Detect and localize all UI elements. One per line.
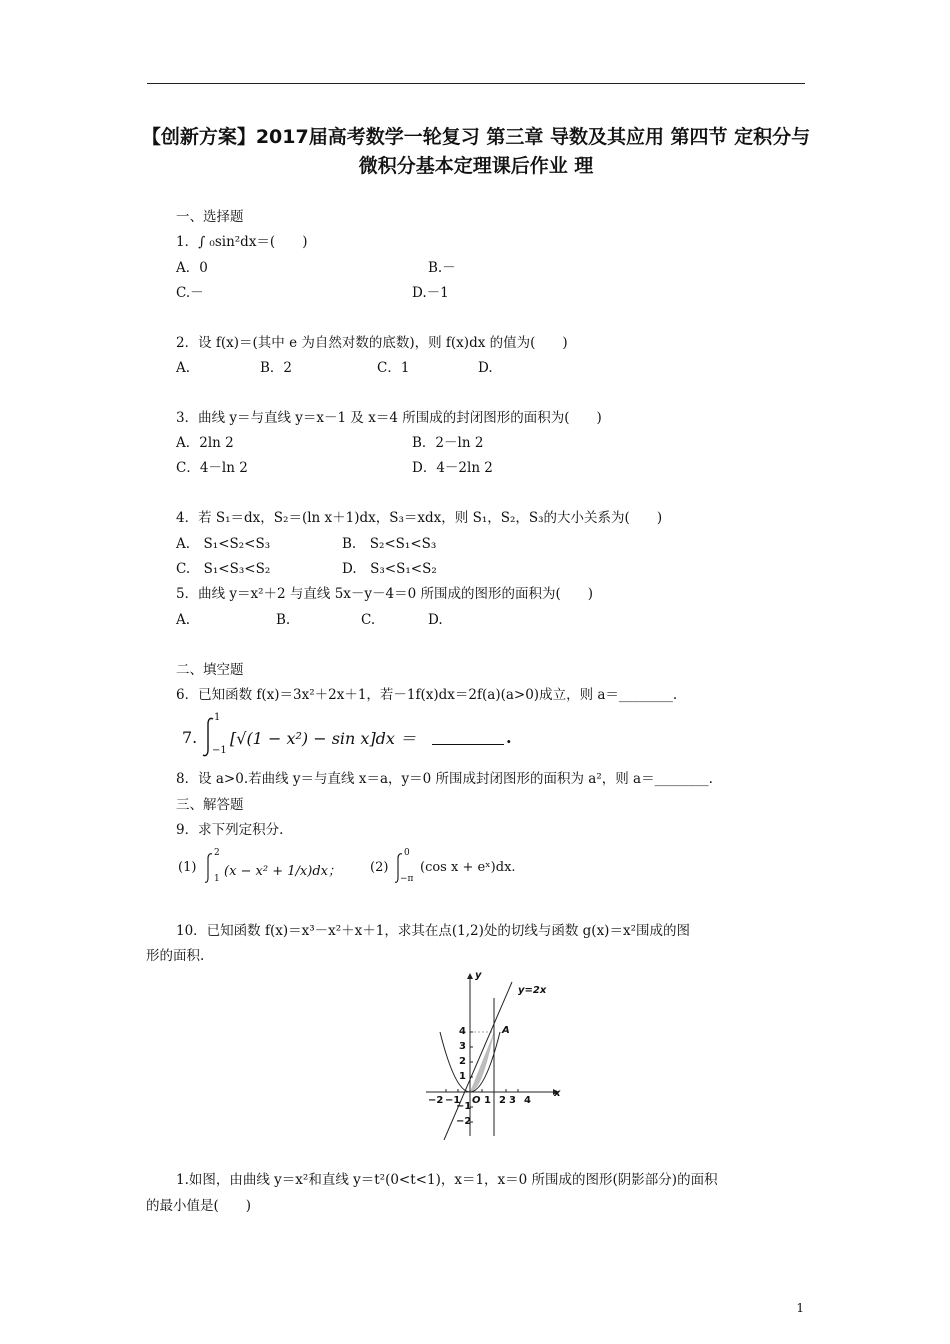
q4-option-c: C. S₁<S₃<S₂ [176,561,271,577]
document-title: 【创新方案】2017届高考数学一轮复习 第三章 导数及其应用 第四节 定积分与微积分基本定理课后作业 理 [141,126,811,177]
q9-part2-label: (2) [370,860,389,875]
q2-option-a: A. [176,360,191,376]
q9-part2-upper: 0 [404,848,410,858]
section-heading-choice: 一、选择题 [176,209,244,225]
y-tick-label: 4 [459,1026,466,1037]
x-tick-label: 1 [484,1095,491,1106]
q1-option-d: D.－1 [412,285,449,301]
q7-upper-limit: 1 [214,712,221,723]
x-axis-label: x [554,1088,561,1099]
q1-option-b: B.－ [428,260,456,276]
q7-lower-limit: −1 [212,745,227,756]
q9-part1-integrand: (x − x² + 1/x)dx； [224,864,341,879]
q7-period: . [506,728,512,747]
q9-part2-integrand: (cos x + eˣ)dx. [420,860,516,875]
y-tick-label: −2 [456,1116,472,1127]
q4-option-b: B. S₂<S₁<S₃ [342,536,437,552]
q7-integrand: [√(1 − x²) − sin x]dx ＝ [230,729,417,748]
figure-labels [418,968,568,1140]
question-11-line1: 1.如图，由曲线 y＝x²和直线 y＝t²(0<t<1)，x＝1，x＝0 所围成的图形(阴影部分)的面积 [176,1172,718,1188]
header-rule [147,83,805,84]
question-10-line2: 形的面积. [146,948,205,964]
q7-number: 7. [182,728,198,747]
q4-option-d: D. S₃<S₁<S₂ [342,561,437,577]
q9-part2-lower: −π [400,874,414,884]
y-axis-label: y [475,970,482,981]
question-9-stem: 9．求下列定积分. [176,822,284,838]
q5-option-c: C. [361,612,376,628]
question-10-line1: 10．已知函数 f(x)＝x³－x²＋x＋1，求其在点(1,2)处的切线与函数 g(x)＝x²围成的图 [176,923,690,939]
q7-answer-blank [432,744,504,745]
q3-option-b: B．2－ln 2 [412,435,484,451]
question-8-stem: 8．设 a>0.若曲线 y＝与直线 x＝a，y＝0 所围成封闭图形的面积为 a²，则 a＝________. [176,771,713,787]
q1-option-a: A．0 [176,260,208,276]
y-tick-label: 3 [459,1041,466,1052]
question-6-stem: 6．已知函数 f(x)＝3x²＋2x＋1，若－1f(x)dx＝2f(a)(a>0)成立，则 a＝________. [176,687,678,703]
q3-option-a: A．2ln 2 [176,435,234,451]
origin-label: O [472,1095,481,1106]
question-11-line2: 的最小值是( ) [146,1198,252,1214]
q5-option-d: D. [428,612,443,628]
q2-option-d: D. [478,360,493,376]
y-tick-label: −1 [456,1101,472,1112]
q1-option-c: C.－ [176,285,204,301]
y-tick-label: 2 [459,1056,466,1067]
y-tick-label: 1 [459,1071,466,1082]
q9-part1-label: (1) [178,860,197,875]
line-label: y=2x [518,985,547,996]
section-heading-answer: 三、解答题 [176,797,244,813]
page-number: 1 [796,1301,804,1315]
question-3-stem: 3．曲线 y＝与直线 y＝x－1 及 x＝4 所围成的封闭图形的面积为( ) [176,410,602,426]
x-tick-label: 4 [524,1095,531,1106]
question-2-stem: 2．设 f(x)＝(其中 e 为自然对数的底数)，则 f(x)dx 的值为( ) [176,335,568,351]
q9-part1-lower: 1 [214,874,220,884]
point-a-label: A [502,1025,510,1036]
q5-option-b: B. [276,612,291,628]
question-4-stem: 4．若 S₁＝dx，S₂＝(ln x＋1)dx，S₃＝xdx，则 S₁，S₂，S₃的大小关系为( ) [176,510,663,526]
q9-part1-upper: 2 [214,848,220,858]
q3-option-d: D．4－2ln 2 [412,460,493,476]
question-1-stem: 1．∫ ₀sin²dx＝( ) [176,234,308,250]
question-5-stem: 5．曲线 y＝x²＋2 与直线 5x－y－4＝0 所围成的图形的面积为( ) [176,586,594,602]
integral-sign-icon [204,852,214,884]
x-tick-label: 3 [509,1095,516,1106]
q4-option-a: A. S₁<S₂<S₃ [176,536,271,552]
question-7-equation [176,714,536,762]
x-tick-label: −2 [428,1095,444,1106]
q3-option-c: C．4－ln 2 [176,460,248,476]
question-9-integrals [176,848,556,890]
x-tick-label: 2 [499,1095,506,1106]
q5-option-a: A. [176,612,191,628]
q2-option-b: B．2 [260,360,293,376]
q2-option-c: C．1 [377,360,410,376]
x-tick-label: −1 [445,1095,461,1106]
section-heading-fill: 二、填空题 [176,662,244,678]
